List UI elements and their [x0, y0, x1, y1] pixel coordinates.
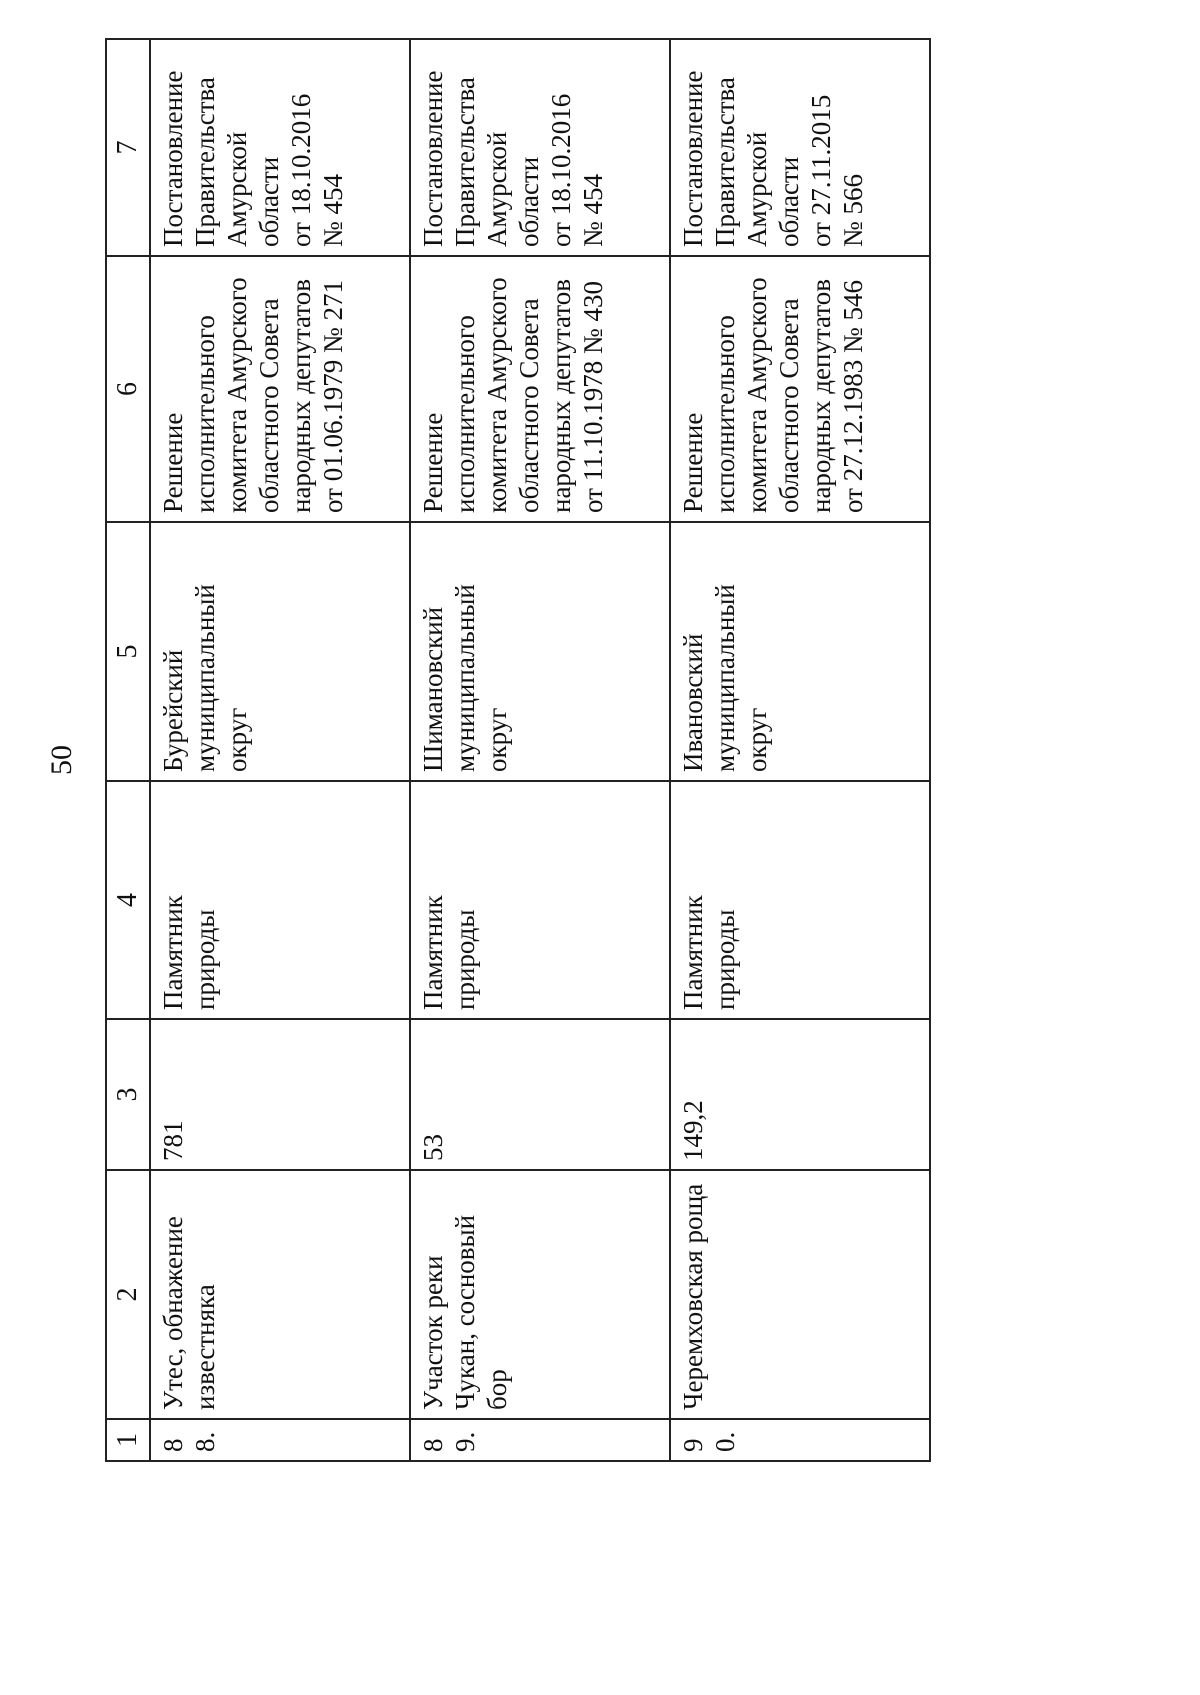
creation-document	[410, 256, 670, 522]
column-number-7: 7	[106, 39, 150, 256]
doc-line: № 454	[318, 173, 348, 247]
current-document	[150, 39, 410, 256]
doc-line: от 18.10.2016	[286, 93, 316, 247]
site-category: Памятник природы	[410, 781, 670, 1019]
doc-line: от 01.06.1979 № 271	[318, 280, 348, 513]
site-area: 53	[410, 1019, 670, 1170]
column-number-row	[106, 39, 150, 1461]
row-number: 90.	[670, 1419, 930, 1461]
doc-line: комитета Амурского	[222, 277, 252, 513]
doc-line: № 566	[838, 173, 868, 247]
row-number: 88.	[150, 1419, 410, 1461]
doc-line: Амурской	[482, 131, 512, 247]
doc-line: народных депутатов	[806, 278, 836, 513]
column-number-6: 6	[106, 256, 150, 522]
doc-line: народных депутатов	[286, 278, 316, 513]
doc-line: комитета Амурского	[742, 277, 772, 513]
current-document	[410, 39, 670, 256]
creation-document	[670, 256, 930, 522]
doc-line: Решение	[678, 412, 708, 513]
doc-line: Решение	[418, 412, 448, 513]
doc-line: от 27.12.1983 № 546	[838, 280, 868, 513]
doc-line: от 11.10.1978 № 430	[578, 281, 608, 513]
doc-line: областного Совета	[254, 298, 284, 513]
doc-line: от 27.11.2015	[806, 94, 836, 247]
site-name: Участок реки Чукан, сосновый бор	[410, 1170, 670, 1419]
site-area: 149,2	[670, 1019, 930, 1170]
site-category: Памятник природы	[670, 781, 930, 1019]
site-location: Шимановский муниципальный округ	[410, 522, 670, 781]
current-document	[670, 39, 930, 256]
table-row	[670, 39, 930, 1461]
table-row	[410, 39, 670, 1461]
doc-line: Решение	[158, 412, 188, 513]
column-number-5: 5	[106, 522, 150, 781]
doc-line: Амурской	[742, 131, 772, 247]
row-number: 89.	[410, 1419, 670, 1461]
doc-line: области	[774, 156, 804, 247]
doc-line: Амурской	[222, 131, 252, 247]
doc-line: народных депутатов	[546, 278, 576, 513]
doc-line: № 454	[578, 173, 608, 247]
table-row	[150, 39, 410, 1461]
doc-line: Правительства	[190, 77, 220, 247]
protected-areas-table	[105, 38, 931, 1462]
doc-line: исполнительного	[190, 315, 220, 513]
doc-line: областного Совета	[774, 298, 804, 513]
page-number: 50	[45, 745, 78, 775]
doc-line: Постановление	[418, 70, 448, 247]
column-number-4: 4	[106, 781, 150, 1019]
doc-line: Правительства	[450, 77, 480, 247]
site-category: Памятник природы	[150, 781, 410, 1019]
rotated-table-wrapper	[105, 40, 931, 1462]
doc-line: Постановление	[158, 70, 188, 247]
doc-line: области	[254, 156, 284, 247]
doc-line: исполнительного	[710, 315, 740, 513]
doc-line: комитета Амурского	[482, 277, 512, 513]
column-number-1: 1	[106, 1419, 150, 1461]
doc-line: исполнительного	[450, 315, 480, 513]
column-number-2: 2	[106, 1170, 150, 1419]
site-name: Черемховская роща	[670, 1170, 930, 1419]
site-location: Ивановский муниципальный округ	[670, 522, 930, 781]
site-area: 781	[150, 1019, 410, 1170]
site-location: Бурейский муниципальный округ	[150, 522, 410, 781]
doc-line: Правительства	[710, 77, 740, 247]
doc-line: области	[514, 156, 544, 247]
site-name: Утес, обнажение известняка	[150, 1170, 410, 1419]
doc-line: Постановление	[678, 70, 708, 247]
creation-document	[150, 256, 410, 522]
column-number-3: 3	[106, 1019, 150, 1170]
doc-line: от 18.10.2016	[546, 93, 576, 247]
doc-line: областного Совета	[514, 298, 544, 513]
